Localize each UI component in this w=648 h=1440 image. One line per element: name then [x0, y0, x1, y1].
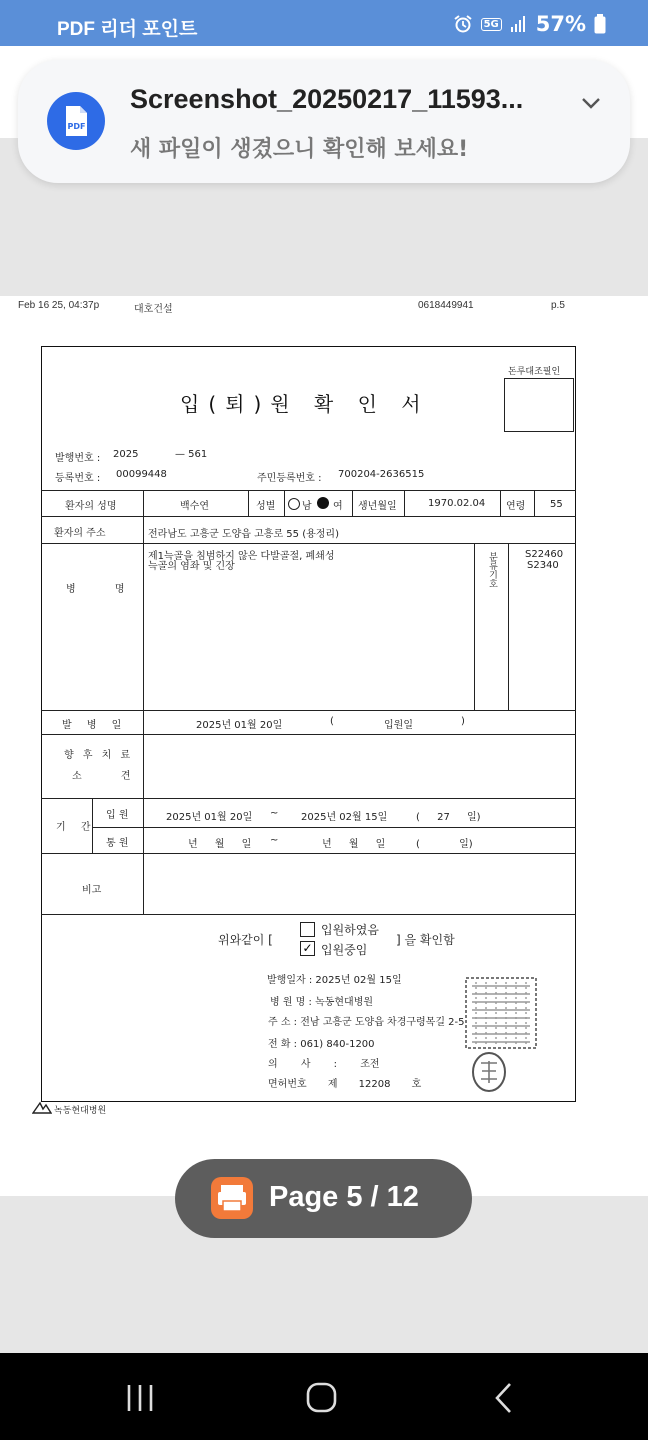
- sex-male-label: 남: [302, 501, 312, 512]
- onset-date: 2025년 01월 20일: [196, 720, 283, 731]
- remarks-label: 비고: [82, 885, 102, 896]
- confirm-prefix: 위와같이 [: [218, 933, 273, 947]
- app-name: PDF 리더 포인트: [57, 19, 198, 40]
- navigation-bar: [0, 1353, 648, 1440]
- dob-value: 1970.02.04: [428, 498, 486, 509]
- hospital-name-line: 병 원 명 : 녹동현대병원: [270, 997, 374, 1008]
- code-2: S2340: [527, 560, 559, 571]
- address-label: 환자의 주소: [54, 528, 106, 539]
- table-rule: [474, 543, 475, 710]
- age-value: 55: [550, 499, 563, 510]
- outpatient-label: 통 원: [106, 838, 129, 849]
- out-from: 년 월 일: [188, 839, 252, 850]
- onset-note: 입원일: [384, 720, 413, 731]
- name-label: 환자의 성명: [65, 501, 117, 512]
- phone-line: 전 화 : 061) 840-1200: [268, 1039, 375, 1050]
- patient-name: 백수연: [180, 501, 209, 512]
- table-rule: [500, 490, 501, 516]
- dob-label: 생년월일: [358, 501, 397, 512]
- table-rule: [508, 543, 509, 710]
- table-rule: [284, 490, 285, 516]
- battery-icon: [594, 14, 606, 34]
- disease-label: 병 명: [66, 584, 143, 595]
- table-rule: [534, 490, 535, 516]
- sex-female-label: 여: [333, 501, 343, 512]
- table-rule: [92, 827, 576, 828]
- table-rule: [404, 490, 405, 516]
- checkbox-hospitalized-checked: ✓: [300, 941, 315, 956]
- rrn-label: 주민등록번호 :: [257, 473, 322, 484]
- table-rule: [41, 516, 576, 517]
- network-type: 5G: [481, 18, 502, 31]
- fax-number: 0618449941: [418, 300, 474, 311]
- notification-message: 새 파일이 생겼으니 확인해 보세요!: [130, 137, 469, 162]
- table-rule: [41, 543, 576, 544]
- back-icon[interactable]: [474, 1378, 534, 1418]
- rrn-value: 700204-2636515: [338, 469, 425, 480]
- out-dash: ~: [270, 835, 279, 846]
- pdf-reader-app-icon: [211, 1177, 253, 1219]
- alarm-icon: [453, 14, 473, 34]
- doctor-line: 의 사 : 조전: [268, 1059, 380, 1070]
- option-hospitalized: 입원중임: [321, 943, 368, 957]
- option-admitted: 입원하였음: [321, 923, 379, 937]
- battery-percent: 57%: [535, 12, 586, 36]
- table-rule: [41, 853, 576, 854]
- radio-male: [288, 498, 300, 510]
- pdf-file-icon: [47, 92, 105, 150]
- page-indicator-label: Page 5 / 12: [269, 1181, 419, 1213]
- stamp-box-label: 돈루대조필인: [508, 367, 561, 377]
- status-bar: [0, 0, 648, 46]
- out-days: ( 일): [416, 839, 473, 850]
- fax-company: 대호건설: [134, 304, 173, 315]
- reg-no-label: 등록번호 :: [55, 473, 101, 484]
- age-label: 연령: [506, 501, 526, 512]
- chevron-down-icon[interactable]: [578, 90, 604, 116]
- address-value: 전라남도 고흥군 도양읍 고흥로 55 (용정리): [148, 529, 339, 540]
- issue-no-year: 2025: [113, 449, 139, 460]
- hospital-seal-stamp: [464, 976, 538, 1050]
- table-rule: [248, 490, 249, 516]
- table-rule: [41, 710, 576, 711]
- admit-label: 입 원: [106, 810, 129, 821]
- hospital-logo-icon: [32, 1101, 52, 1115]
- doctor-seal-stamp: [470, 1051, 508, 1093]
- svg-text:PDF: PDF: [67, 122, 86, 131]
- out-to: 년 월 일: [322, 839, 386, 850]
- issue-no-suffix: — 561: [175, 449, 208, 460]
- fax-datetime: Feb 16 25, 04:37p: [18, 300, 100, 311]
- onset-paren-close: ): [461, 716, 465, 727]
- future-treatment-label-1: 향 후 치 료: [64, 750, 134, 761]
- stamp-box: [504, 378, 574, 432]
- table-rule: [41, 490, 576, 491]
- license-line: 면허번호 제 12208 호: [268, 1079, 422, 1090]
- future-treatment-label-2: 소 견: [72, 771, 149, 782]
- document-title: 입(퇴)원 확 인 서: [180, 392, 430, 416]
- code-1: S22460: [525, 549, 564, 560]
- sex-label: 성별: [256, 501, 276, 512]
- admit-dash: ~: [270, 808, 279, 819]
- admit-days: ( 27 일): [416, 812, 481, 823]
- onset-paren-open: (: [330, 716, 334, 727]
- table-rule: [41, 914, 576, 915]
- table-rule: [41, 798, 576, 799]
- footer-hospital-name: 녹동현대병원: [54, 1106, 107, 1116]
- admit-from: 2025년 01월 20일: [166, 812, 253, 823]
- status-icons: [453, 12, 606, 36]
- fax-page: p.5: [551, 300, 565, 311]
- issue-no-label: 발행번호 :: [55, 453, 101, 464]
- notification-title: Screenshot_20250217_11593...: [130, 84, 524, 114]
- radio-female-selected: [317, 497, 329, 509]
- admit-to: 2025년 02월 15일: [301, 812, 388, 823]
- onset-label: 발 병 일: [62, 720, 128, 731]
- hospital-address-line: 주 소 : 전남 고흥군 도양읍 차경구령목길 2-5: [268, 1017, 465, 1028]
- period-label: 기 간: [56, 822, 97, 833]
- table-rule: [352, 490, 353, 516]
- table-rule: [143, 490, 144, 914]
- pdf-page[interactable]: [0, 296, 648, 1196]
- code-label: 분류기호: [487, 552, 497, 588]
- issue-date-line: 발행일자 : 2025년 02월 15일: [267, 975, 402, 986]
- disease-line-1: 제1늑골을 침범하지 않은 다발골절, 폐쇄성: [148, 551, 335, 562]
- page-indicator: [175, 1159, 472, 1238]
- home-icon[interactable]: [291, 1378, 351, 1418]
- reg-no: 00099448: [116, 469, 167, 480]
- checkbox-admitted: [300, 922, 315, 937]
- disease-line-2: 늑골의 염좌 및 긴장: [148, 561, 235, 572]
- signal-icon: [510, 15, 528, 33]
- recent-apps-icon[interactable]: [110, 1378, 170, 1418]
- confirm-suffix: ] 을 확인함: [396, 933, 455, 947]
- file-notification[interactable]: [18, 60, 630, 183]
- table-rule: [41, 734, 576, 735]
